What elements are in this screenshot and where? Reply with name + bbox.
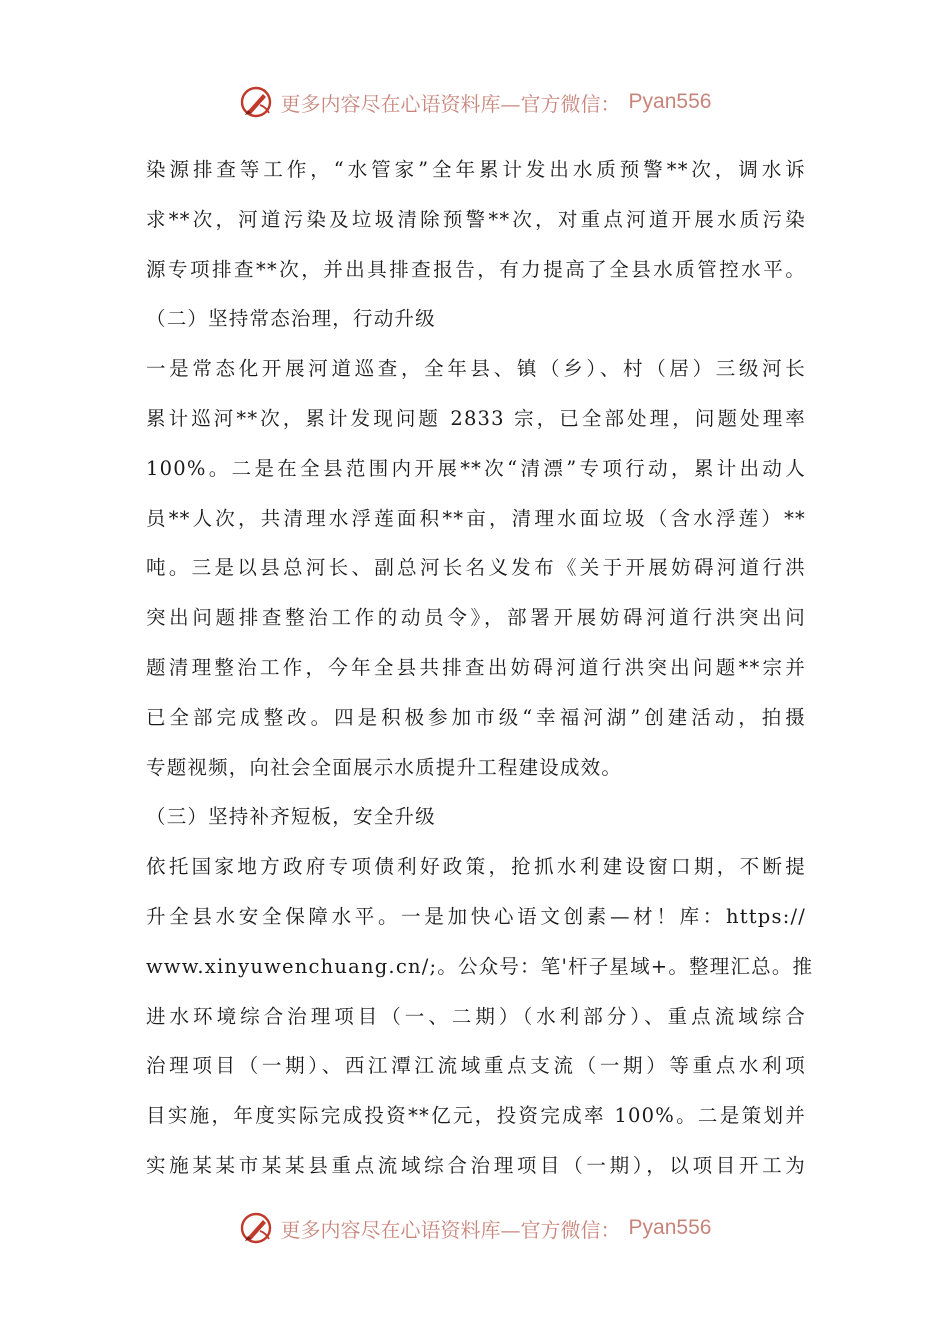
text-line: 专题视频，向社会全面展示水质提升工程建设成效。 — [146, 755, 623, 779]
footer-wechat-id: Pyan556 — [628, 1216, 712, 1239]
footer-banner-text: 更多内容尽在心语资料库—官方微信： — [280, 1217, 621, 1242]
text-line: 吨。三是以县总河长、副总河长名义发布《关于开展妨碍河道行洪 — [146, 556, 806, 580]
text-line: 源专项排查**次，并出具排查报告，有力提高了全县水质管控水平。 — [146, 257, 806, 281]
section-heading: （三）坚持补齐短板，安全升级 — [146, 805, 436, 829]
text-line: 依托国家地方政府专项债利好政策，抢抓水利建设窗口期，不断提 — [146, 855, 806, 879]
text-line: 累计巡河**次，累计发现问题 2833 宗，已全部处理，问题处理率 — [146, 406, 806, 430]
pen-logo-icon — [239, 85, 273, 119]
document-body — [146, 145, 814, 1191]
footer-banner — [0, 1208, 950, 1248]
text-line: 已全部完成整改。四是积极参加市级“幸福河湖”创建活动，拍摄 — [146, 705, 806, 729]
text-line: 目实施，年度实际完成投资**亿元，投资完成率 100%。二是策划并 — [146, 1104, 806, 1128]
text-line: 染源排查等工作，“水管家”全年累计发出水质预警**次，调水诉 — [146, 158, 806, 181]
text-line: 升全县水安全保障水平。一是加快心语文创素—材！库：https:// — [146, 904, 806, 928]
section-heading: （二）坚持常态治理，行动升级 — [146, 307, 436, 331]
header-wechat-id: Pyan556 — [628, 90, 712, 113]
text-line: 实施某某市某某县重点流域综合治理项目（一期），以项目开工为 — [146, 1153, 806, 1177]
text-line: 求**次，河道污染及垃圾清除预警**次，对重点河道开展水质污染 — [146, 207, 806, 231]
text-line: 治理项目（一期）、西江潭江流域重点支流（一期）等重点水利项 — [146, 1054, 806, 1078]
text-line: 突出问题排查整治工作的动员令》，部署开展妨碍河道行洪突出问 — [146, 606, 806, 630]
header-banner — [0, 82, 950, 122]
text-line: 进水环境综合治理项目（一、二期）（水利部分）、重点流域综合 — [146, 1004, 806, 1028]
header-banner-text: 更多内容尽在心语资料库—官方微信： — [280, 91, 621, 116]
text-line: 一是常态化开展河道巡查，全年县、镇（乡）、村（居）三级河长 — [146, 357, 806, 381]
text-line: 题清理整治工作，今年全县共排查出妨碍河道行洪突出问题**宗并 — [146, 655, 806, 679]
text-line: www.xinyuwenchuang.cn/;。公众号：笔'杆子星域+。整理汇总。推 — [146, 954, 814, 978]
text-line: 员**人次，共清理水浮莲面积**亩，清理水面垃圾（含水浮莲）** — [146, 506, 806, 530]
pen-logo-icon — [239, 1211, 273, 1245]
text-line: 100%。二是在全县范围内开展**次“清漂”专项行动，累计出动人 — [146, 456, 806, 480]
